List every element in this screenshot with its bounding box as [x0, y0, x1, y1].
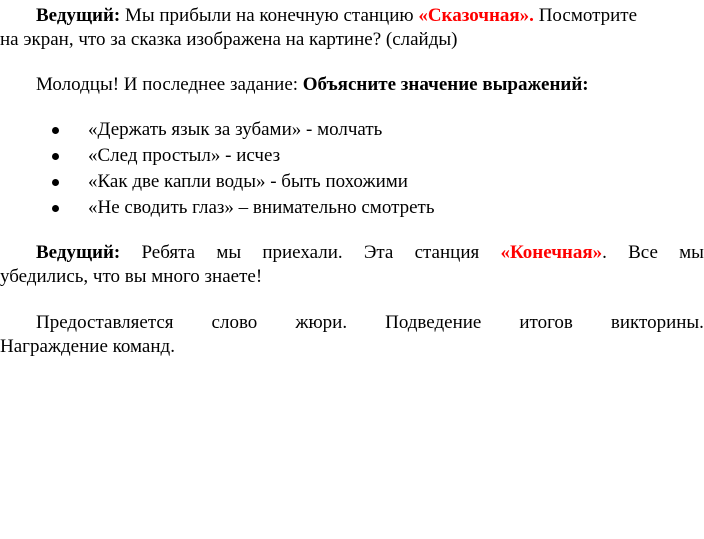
station-group	[500, 241, 606, 265]
bullet-icon	[52, 205, 59, 212]
word: Эта	[363, 242, 394, 263]
word: Предоставляется	[36, 312, 174, 333]
word: .	[602, 242, 607, 263]
station-name: «Сказочная».	[418, 5, 534, 26]
paragraph-text: Молодцы! И последнее задание:	[36, 74, 303, 95]
bullet-icon	[52, 153, 59, 160]
task-title: Объясните значение выражений:	[302, 74, 589, 95]
word: Ребята	[141, 242, 196, 263]
list-item-text: «Не сводить глаз» – внимательно смотреть	[88, 197, 435, 218]
speaker-label: Ведущий:	[36, 5, 121, 26]
word: Все	[628, 242, 658, 263]
paragraph-2	[36, 73, 589, 97]
word: итогов	[519, 312, 573, 333]
word: мы	[679, 242, 704, 263]
paragraph-1-line-2: на экран, что за сказка изображена на картине? (слайды)	[0, 29, 458, 50]
word: жюри.	[295, 312, 348, 333]
word: станция	[414, 242, 480, 263]
list-item-text: «Держать язык за зубами» - молчать	[88, 119, 383, 140]
word: Подведение	[385, 312, 482, 333]
paragraph-3-line-2: убедились, что вы много знаете!	[0, 266, 263, 287]
paragraph-1-line-1	[36, 4, 637, 28]
list-item-text: «След простыл» - исчез	[88, 145, 281, 166]
paragraph-text: Посмотрите	[533, 5, 638, 26]
bullet-icon	[52, 179, 59, 186]
paragraph-4-line-2: Награждение команд.	[0, 336, 175, 357]
paragraph-4-line-1	[36, 311, 704, 335]
word: приехали.	[262, 242, 343, 263]
station-name: «Конечная»	[500, 242, 603, 263]
bullet-icon	[52, 127, 59, 134]
speaker-label: Ведущий:	[36, 242, 121, 263]
word: викторины.	[610, 312, 704, 333]
list-item-text: «Как две капли воды» - быть похожими	[88, 171, 408, 192]
word: мы	[216, 242, 242, 263]
word: слово	[211, 312, 258, 333]
paragraph-3-line-1	[36, 241, 704, 265]
paragraph-text: Мы прибыли на конечную станцию	[120, 5, 419, 26]
